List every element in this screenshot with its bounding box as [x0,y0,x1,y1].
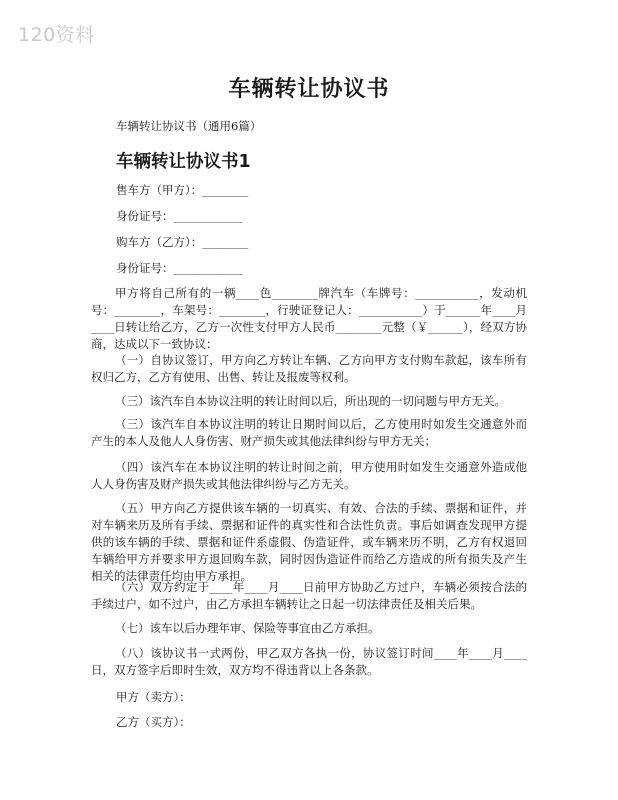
buyer-id-field: 身份证号：____________ [116,261,243,275]
signature-party-a: 甲方（卖方）： [116,690,191,704]
paragraph-clause-7: （七）该车以后办理年审、保险等事宜由乙方承担。 [115,621,380,635]
seller-field: 售车方（甲方）：________ [116,183,249,197]
paragraph-clause-3: （三）该汽车自本协议注明的转让日期时间以后，乙方使用时如发生交通意外而产生的本人及他人人身伤害、财产损失或其他法律纠纷与甲方无关； [91,417,527,448]
paragraph-clause-1: （一）自协议签订，甲方向乙方转让车辆、乙方向甲方支付购车款起，该车所有权归乙方，乙方有使用、出售、转让及报废等权利。 [91,353,527,384]
document-title: 车辆转让协议书 [228,77,390,102]
paragraph-clause-5: （五）甲方向乙方提供该车辆的一切真实、有效、合法的手续、票据和证件，并对车辆来历及所有手续、票据和证件的真实性和合法性负责。事后如调查发现甲方提供的该车辆的手续、票据和证件系虚假、伪造证件，或车辆来历不明，乙方有权退回车辆给甲方并要求甲方退回购车款，同时因伪造证件而给乙方造成的所有损失及产生相关的法律责任均由甲方承担。 [91,501,527,583]
paragraph-intro: 甲方将自己所有的一辆____色________牌汽车（车牌号：___________，发动机号：________，车架号：________，行驶证登记人：___________）于______年____月____日转让给乙方，乙方一次性支付甲方人民币________元整（￥______），经双方协商，达成以下一致协议： [91,286,527,351]
signature-party-b: 乙方（买方）： [116,715,191,729]
paragraph-clause-8: （八）该协议书一式两份，甲乙双方各执一份，协议签订时间____年____月____日，双方签字后即时生效，双方均不得违背以上各条款。 [91,646,527,677]
section-heading: 车辆转让协议书1 [116,152,251,172]
paragraph-clause-4: （四）该汽车在本协议注明的转让时间之前，甲方使用时如发生交通意外造成他人人身伤害及财产损失或其他法律纠纷与乙方无关。 [91,460,527,491]
paragraph-clause-6: （六）双方约定于____年____月____日前甲方协助乙方过户，车辆必须按合法的手续过户，如不过户，由乙方承担车辆转让之日起一切法律责任及相关后果。 [91,580,527,611]
seller-id-field: 身份证号：____________ [116,209,243,223]
document-subtitle: 车辆转让协议书（通用6篇） [116,119,262,133]
watermark: 120资料 [18,24,95,46]
paragraph-clause-2: （三）该汽车自本协议注明的转让时间以后，所出现的一切问题与甲方无关。 [115,394,506,408]
buyer-field: 购车方（乙方）：________ [116,235,249,249]
